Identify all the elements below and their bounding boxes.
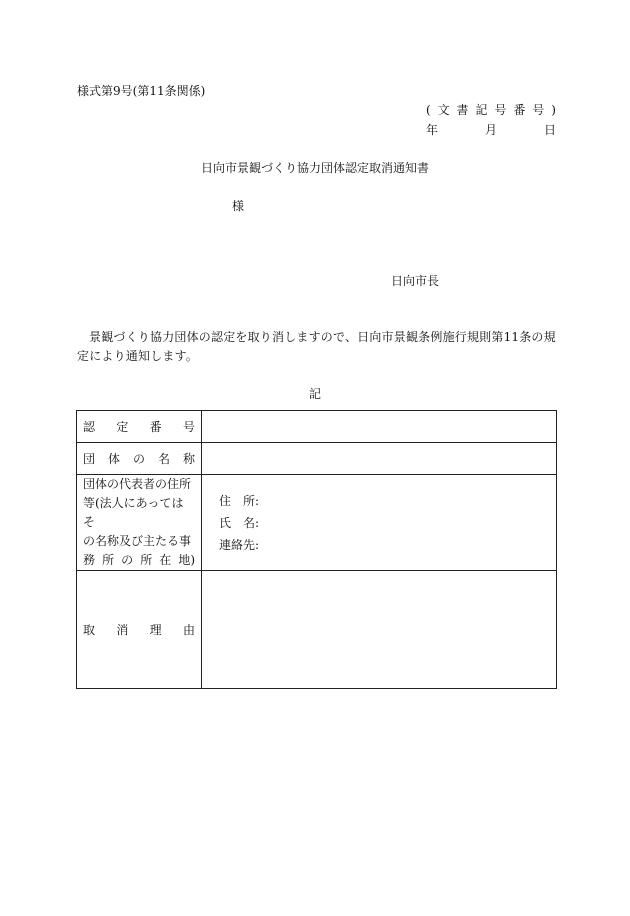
record-heading: 記: [308, 387, 321, 401]
date-month: 月: [484, 123, 497, 137]
contact-field: 連絡先:: [219, 537, 260, 552]
form-number: 様式第9号(第11条関係): [77, 84, 206, 98]
table-row: [77, 475, 557, 571]
table-row: [77, 411, 557, 443]
table-row: [77, 571, 557, 689]
table-row: [77, 443, 557, 475]
addressee-salutation: 様: [232, 199, 245, 213]
issue-date: [426, 122, 556, 138]
body-text: 景観づくり協力団体の認定を取り消しますので、日向市景観条例施行規則第11条の規定により通知します。: [77, 330, 556, 363]
document-title: 日向市景観づくり協力団体認定取消通知書: [200, 161, 429, 175]
label-certification-number: 認 定 番 号: [77, 411, 202, 443]
address-field: 住 所 :: [219, 493, 260, 508]
value-certification-number: [202, 411, 557, 443]
record-table: [76, 410, 557, 689]
issuer-name: 日向市長: [391, 274, 440, 288]
value-representative-info: [202, 475, 557, 571]
date-day: 日: [543, 123, 556, 137]
label-revocation-reason: 取 消 理 由: [77, 571, 202, 689]
label-representative-address: 団体の代表者の住所 等(法人にあってはそ の名称及び主たる事 務 所 の 所 在 地): [77, 475, 202, 571]
value-revocation-reason: [202, 571, 557, 689]
name-field: 氏 名 :: [219, 515, 260, 530]
label-organization-name: 団 体 の 名 称: [77, 443, 202, 475]
document-reference-number: ( 文 書 記 号 番 号 ): [426, 103, 556, 117]
date-year: 年: [426, 123, 439, 137]
value-organization-name: [202, 443, 557, 475]
